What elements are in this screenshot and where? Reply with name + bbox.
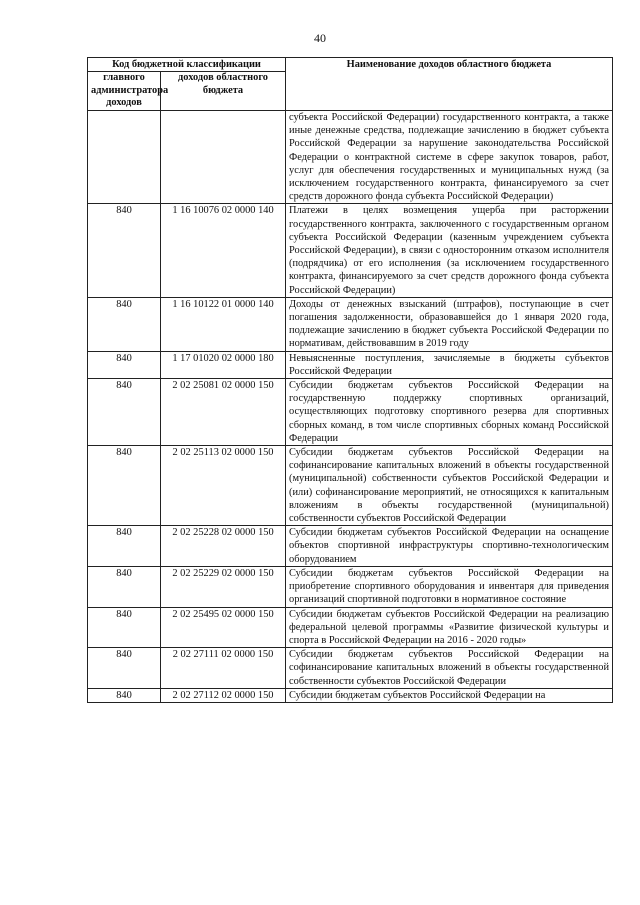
regional-budget-income-code-header: доходов областного бюджета [161,72,286,111]
income-name-header: Наименование доходов областного бюджета [286,58,613,111]
table-row [88,566,613,607]
budget-classification-table [87,57,613,703]
income-code-cell: 1 17 01020 02 0000 180 [161,351,286,378]
income-name-cell: Доходы от денежных взысканий (штрафов), поступающие в счет погашения задолженности, образовавшейся до 1 января 2020 года, подлежащие зачислению в бюджет субъекта Российской Федерации по нормативам, действовавшим в 2019 году [286,297,613,351]
admin-code-cell: 840 [88,566,161,607]
admin-code-cell: 840 [88,526,161,567]
income-code-cell: 2 02 25113 02 0000 150 [161,446,286,526]
admin-code-cell: 840 [88,379,161,446]
table-row [88,379,613,446]
admin-code-cell [88,110,161,203]
income-code-cell: 2 02 27111 02 0000 150 [161,648,286,689]
income-name-cell: Платежи в целях возмещения ущерба при расторжении государственного контракта, заключенного с государственным органом субъекта Российской Федерации (казенным учреждением субъекта Российской Федерации), в связи с односторонним отказом исполнителя (подрядчика) от его исполнения (за исключением государственного контракта, финансируемого за счет средств дорожного фонда субъекта Российской Федерации) [286,204,613,297]
income-name-cell: Субсидии бюджетам субъектов Российской Федерации на государственную поддержку спортивных организаций, осуществляющих подготовку спортивного резерва для спортивных сборных команд, в том числе спортивных сборных команд Российской Федерации [286,379,613,446]
income-name-cell: субъекта Российской Федерации) государственного контракта, а также иные денежные средства, подлежащие зачислению в бюджет субъекта Российской Федерации за нарушение законодательства Российской Федерации о контрактной системе в сфере закупок товаров, работ, услуг для обеспечения государственных и муниципальных нужд (за исключением государственного контракта, финансируемого за счет средств дорожного фонда субъекта Российской Федерации) [286,110,613,203]
admin-code-cell: 840 [88,446,161,526]
table-row [88,297,613,351]
income-code-cell: 1 16 10122 01 0000 140 [161,297,286,351]
income-code-cell: 2 02 25228 02 0000 150 [161,526,286,567]
chief-administrator-header: главного администратора доходов [88,72,161,111]
table-row [88,110,613,203]
table-row [88,688,613,702]
income-name-cell: Субсидии бюджетам субъектов Российской Федерации на приобретение спортивного оборудования и инвентаря для приведения организаций спортивной подготовки в нормативное состояние [286,566,613,607]
budget-classification-code-header: Код бюджетной классификации [88,58,286,72]
admin-code-cell: 840 [88,648,161,689]
table-row [88,648,613,689]
income-name-cell: Невыясненные поступления, зачисляемые в бюджеты субъектов Российской Федерации [286,351,613,378]
admin-code-cell: 840 [88,688,161,702]
table-row [88,351,613,378]
table-row [88,204,613,297]
admin-code-cell: 840 [88,297,161,351]
income-name-cell: Субсидии бюджетам субъектов Российской Федерации на реализацию федеральной целевой программы «Развитие физической культуры и спорта в Российской Федерации на 2016 - 2020 годы» [286,607,613,648]
page-number: 40 [314,31,326,45]
admin-code-cell: 840 [88,351,161,378]
income-code-cell: 2 02 25081 02 0000 150 [161,379,286,446]
income-code-cell: 1 16 10076 02 0000 140 [161,204,286,297]
admin-code-cell: 840 [88,607,161,648]
income-code-cell [161,110,286,203]
income-name-cell: Субсидии бюджетам субъектов Российской Федерации на оснащение объектов спортивной инфраструктуры спортивно-технологическим оборудованием [286,526,613,567]
income-name-cell: Субсидии бюджетам субъектов Российской Федерации на [286,688,613,702]
income-code-cell: 2 02 27112 02 0000 150 [161,688,286,702]
table-row [88,526,613,567]
admin-code-cell: 840 [88,204,161,297]
income-code-cell: 2 02 25229 02 0000 150 [161,566,286,607]
income-name-cell: Субсидии бюджетам субъектов Российской Федерации на софинансирование капитальных вложений в объекты государственной собственности субъектов Российской Федерации [286,648,613,689]
table-row [88,446,613,526]
income-name-cell: Субсидии бюджетам субъектов Российской Федерации на софинансирование капитальных вложений в объекты государственной (муниципальной) собственности субъектов Российской Федерации и (или) софинансирование мероприятий, не относящихся к капитальным вложениям в объекты государственной (муниципальной) собственности субъектов Российской Федерации [286,446,613,526]
table-row [88,607,613,648]
income-code-cell: 2 02 25495 02 0000 150 [161,607,286,648]
